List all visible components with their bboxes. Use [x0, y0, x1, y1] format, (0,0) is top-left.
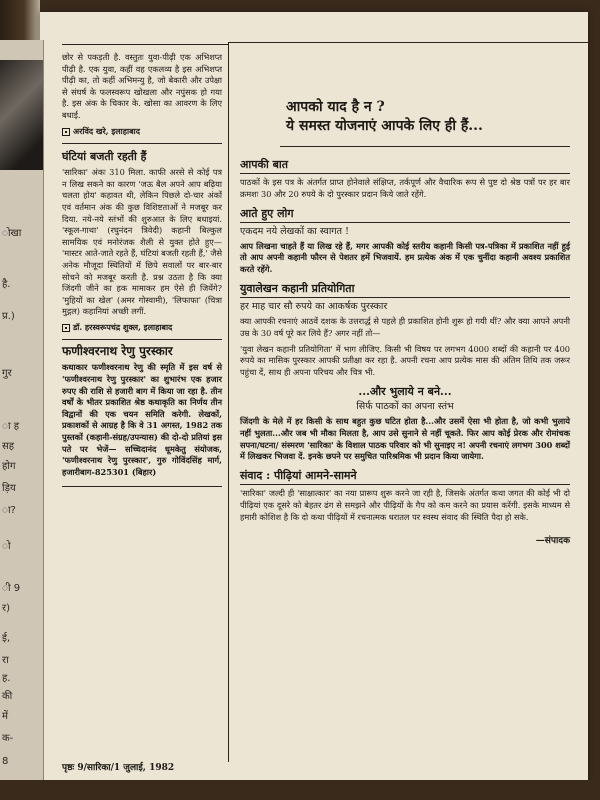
section-heading: घंटियां बजती रहती हैं — [62, 150, 147, 164]
prev-page-fragment: सह — [2, 441, 15, 452]
prev-page-fragment: ो — [2, 541, 11, 552]
section-body: जिंदगी के मेले में हर किसी के साथ बहुत कुछ घटित होता है...और उसमें ऐसा भी होता है, जो कभी भुलाये नहीं भुलता...और जब भी मौका मिलता है, आप उसे सुनाने से नहीं चूकते. फिर आप कोई प्रेरक और रोमांचक सपना/घटना/ संस्मरण 'सारिका' के विशाल पाठक परिवार को भी सुनाइए न! अपनी रचनाएं लगभग 300 शब्दों में लिखकर भिजवा दें. इनके छपने पर समुचित पारिश्रमिक भी प्रदान किया जायेगा. — [240, 415, 570, 462]
main-heading — [286, 98, 586, 136]
section-body: आप लिखना चाहते हैं या लिख रहे हैं, मगर आपकी कोई स्तरीय कहानी किसी पत्र-पत्रिका में प्रकाशित नहीं हुई तो आप अपनी कहानी फौरन से पेशतर हमें भिजवायें. हम प्रत्येक अंक में एक चुनींदा कहानी अवश्य प्रकाशित करते रहेंगे. — [240, 240, 570, 275]
background-right — [588, 0, 600, 800]
section-heading: फणीश्वरनाथ रेणु पुरस्कार — [62, 344, 173, 359]
prev-page-fragment: ह. — [2, 673, 11, 684]
prev-page-fragment: है. — [2, 279, 11, 290]
section-heading: युवालेखन कहानी प्रतियोगिता — [240, 282, 570, 298]
prev-page-fragment: की — [2, 691, 13, 702]
page-footer: पृष्ठः 9/सारिका/1 जुलाई, 1982 — [62, 763, 175, 773]
signature-text: डॉ. हरस्वरूपचंद्र शुक्ल, इलाहाबाद — [73, 321, 173, 332]
prev-page-fragment: होग — [2, 461, 16, 472]
signature-text: अरविंद खरे, इलाहाबाद — [73, 125, 140, 136]
section-heading: आते हुए लोग — [240, 207, 570, 223]
main-heading-line2: ये समस्त योजनाएं आपके लिए ही हैं... — [286, 118, 483, 134]
bullet-icon — [62, 128, 70, 136]
section-body: क्या आपकी रचनाएं आठवें दशक के उत्तरार्द्ध से पहले ही प्रकाशित होनी शुरू हो गयी थीं? और क्या आपने अपनी उम्र के 30 वर्ष पूरे कर लिये हैं? अगर नहीं तो— — [240, 315, 570, 338]
section-heading: ...और भुलाये न बने... — [358, 384, 452, 398]
prev-page-fragment: क- — [2, 733, 14, 744]
section-signature — [62, 322, 222, 334]
top-rule-left — [62, 44, 228, 45]
section-body: 'युवा लेखन कहानी प्रतियोगिता' में भाग लीजिए. किसी भी विषय पर लगभग 4000 शब्दों की कहानी पर 400 रुपये का मासिक पुरस्कार आपकी प्रतीक्षा कर रहा है. अपनी रचना आप प्रत्येक मास की अंतिम तिथि तक जरूर पहुंचा दें, साथ ही अपना परिचय और चित्र भी. — [240, 343, 570, 378]
prev-page-fragment: ी 9 — [2, 583, 21, 594]
magazine-page — [40, 12, 588, 792]
section-subheading: सिर्फ पाठकों का अपना स्तंभ — [356, 400, 454, 412]
intro-signature — [62, 126, 222, 138]
left-column — [62, 52, 222, 772]
editor-signature: —संपादक — [535, 535, 570, 546]
top-rule-right — [228, 42, 588, 43]
background-bottom — [0, 780, 600, 800]
right-column — [240, 152, 570, 752]
section-body: 'सारिका' जल्दी ही 'साक्षात्कार' का नया प्रारूप शुरू करने जा रही है, जिसके अंतर्गत कथा जगत की कोई भी दो पीढ़ियां एक दूसरे को बेहतर ढंग से समझने और पीढ़ियों के गैप को कम करने का प्रयास करेंगी. इसके माध्यम से हमारी कोशिश है कि दो कथा पीढ़ियों में रचनात्मक धरातल पर स्वस्थ संवाद की स्थिति पैदा हो सके. — [240, 488, 570, 522]
divider — [62, 143, 222, 144]
heading-rule — [280, 146, 570, 147]
previous-page-edge — [0, 40, 44, 780]
prev-page-fragment: ा? — [2, 505, 16, 516]
prev-page-fragment: र) — [2, 603, 10, 614]
section-body: 'सारिका' अंकः 310 मिला. काफी अरसे से कोई पत्र न लिख सकने का कारण 'जऊ बैल अपने आप बढ़िया चलता होय' कहावत थी, लेकिन पिछले दो-चार अंकों एवं वर्तमान अंक की कुछ विशिष्टताओं ने मजबूर कर दिया. नये-नये स्तंभों की शुरुआत के लिए बधाइयां. 'स्कूल-गाथा' (रघुनंदन त्रिवेदी) कहानी बिल्कुल सामयिक एवं मनोरंजक शैली से युक्त होते हुए— 'मास्टर आते-जाते रहते हैं, घंटियां बजती रहती हैं,' जैसे अनेक मौजूदा स्थितियों में छिपे सवालों पर बार-बार सोचने को मजबूर करती है. प्रश्न उठता है कि क्या जिंदगी जीने का हक मामाकर हम ऐसे ही जियेंगे? 'मुहियों का खेल' (अमर गोस्वामी), 'लिफाफा' (चित्रा मुद्गल) कहानियां अच्छी लगीं. — [62, 167, 222, 317]
section-body: कथाकार फणीश्वरनाथ रेणु की स्मृति में इस वर्ष से 'फणीश्वरनाथ रेणु पुरस्कार' का शुभारंभ एक हजार रुपए की राशि से हजारी बाग में किया जा रहा है. तीन वर्षों के भीतर प्रकाशित श्रेष्ठ कथाकृति का निर्णय तीन विद्वानों की एक चयन समिति करेगी. लेखकों, प्रकाशकों से आग्रह है कि वे 31 अगस्त, 1982 तक पुस्तकों (कहानी-संग्रह/उपन्यास) की दो-दो प्रतियां इस पते पर भेजें— सच्चिदानंद धूमकेतु संयोजक, 'फणीश्वरनाथ रेणु पुरस्कार', गुरु गोविंदसिंह मार्ग, हजारीबाग-825301 (बिहार) — [62, 362, 222, 477]
section-heading: संवाद : पीढ़ियां आमने-सामने — [240, 469, 570, 485]
section-heading: आपकी बात — [240, 158, 570, 174]
prev-page-fragment: ई, — [2, 633, 11, 644]
prev-page-fragment: ोखा — [2, 228, 22, 239]
prev-page-fragment: प्र.) — [2, 311, 15, 322]
prev-page-fragment: रा — [2, 655, 9, 666]
main-heading-line1: आपको याद है न ? — [286, 99, 385, 115]
prev-page-fragment: में — [2, 711, 8, 722]
renu-award-box — [62, 339, 222, 487]
bullet-icon — [62, 324, 70, 332]
section-body: पाठकों के इस पत्र के अंतर्गत प्राप्त होनेवाले संक्षिप्त, तर्कपूर्ण और वैचारिक रूप से पुष्ट दो श्रेष्ठ पत्रों पर हर बार क्रमशः 30 और 20 रुपये के दो पुरस्कार प्रदान किये जाते रहेंगे. — [240, 177, 570, 199]
prev-page-fragment: ा ह — [2, 421, 20, 432]
photo-fragment — [0, 60, 44, 170]
column-divider — [228, 42, 229, 762]
prev-page-fragment: ड़िय — [2, 483, 16, 494]
intro-text: छोर से पकड़ती है. वस्तुतः युवा-पीढ़ी एक अभिशप्त पीढ़ी है. एक युवा, कहीं वह एकलव्य है इस अभिशप्त पीढ़ी का, तो कहीं अभिमन्यु है, जो बेकारी और उपेक्षा से संघर्ष के फलस्वरूप खोखला और नपुंसक हो गया है. इस अंक के चिकार के. खोसा का आवरण के लिए बधाई. — [62, 52, 222, 120]
prev-page-fragment: गुर — [2, 368, 12, 379]
section-subheading: एकदम नये लेखकों का स्वागत ! — [240, 225, 349, 237]
section-subheading: हर माह चार सौ रुपये का आकर्षक पुरस्कार — [240, 300, 388, 312]
prev-page-fragment: 8 — [2, 756, 9, 767]
